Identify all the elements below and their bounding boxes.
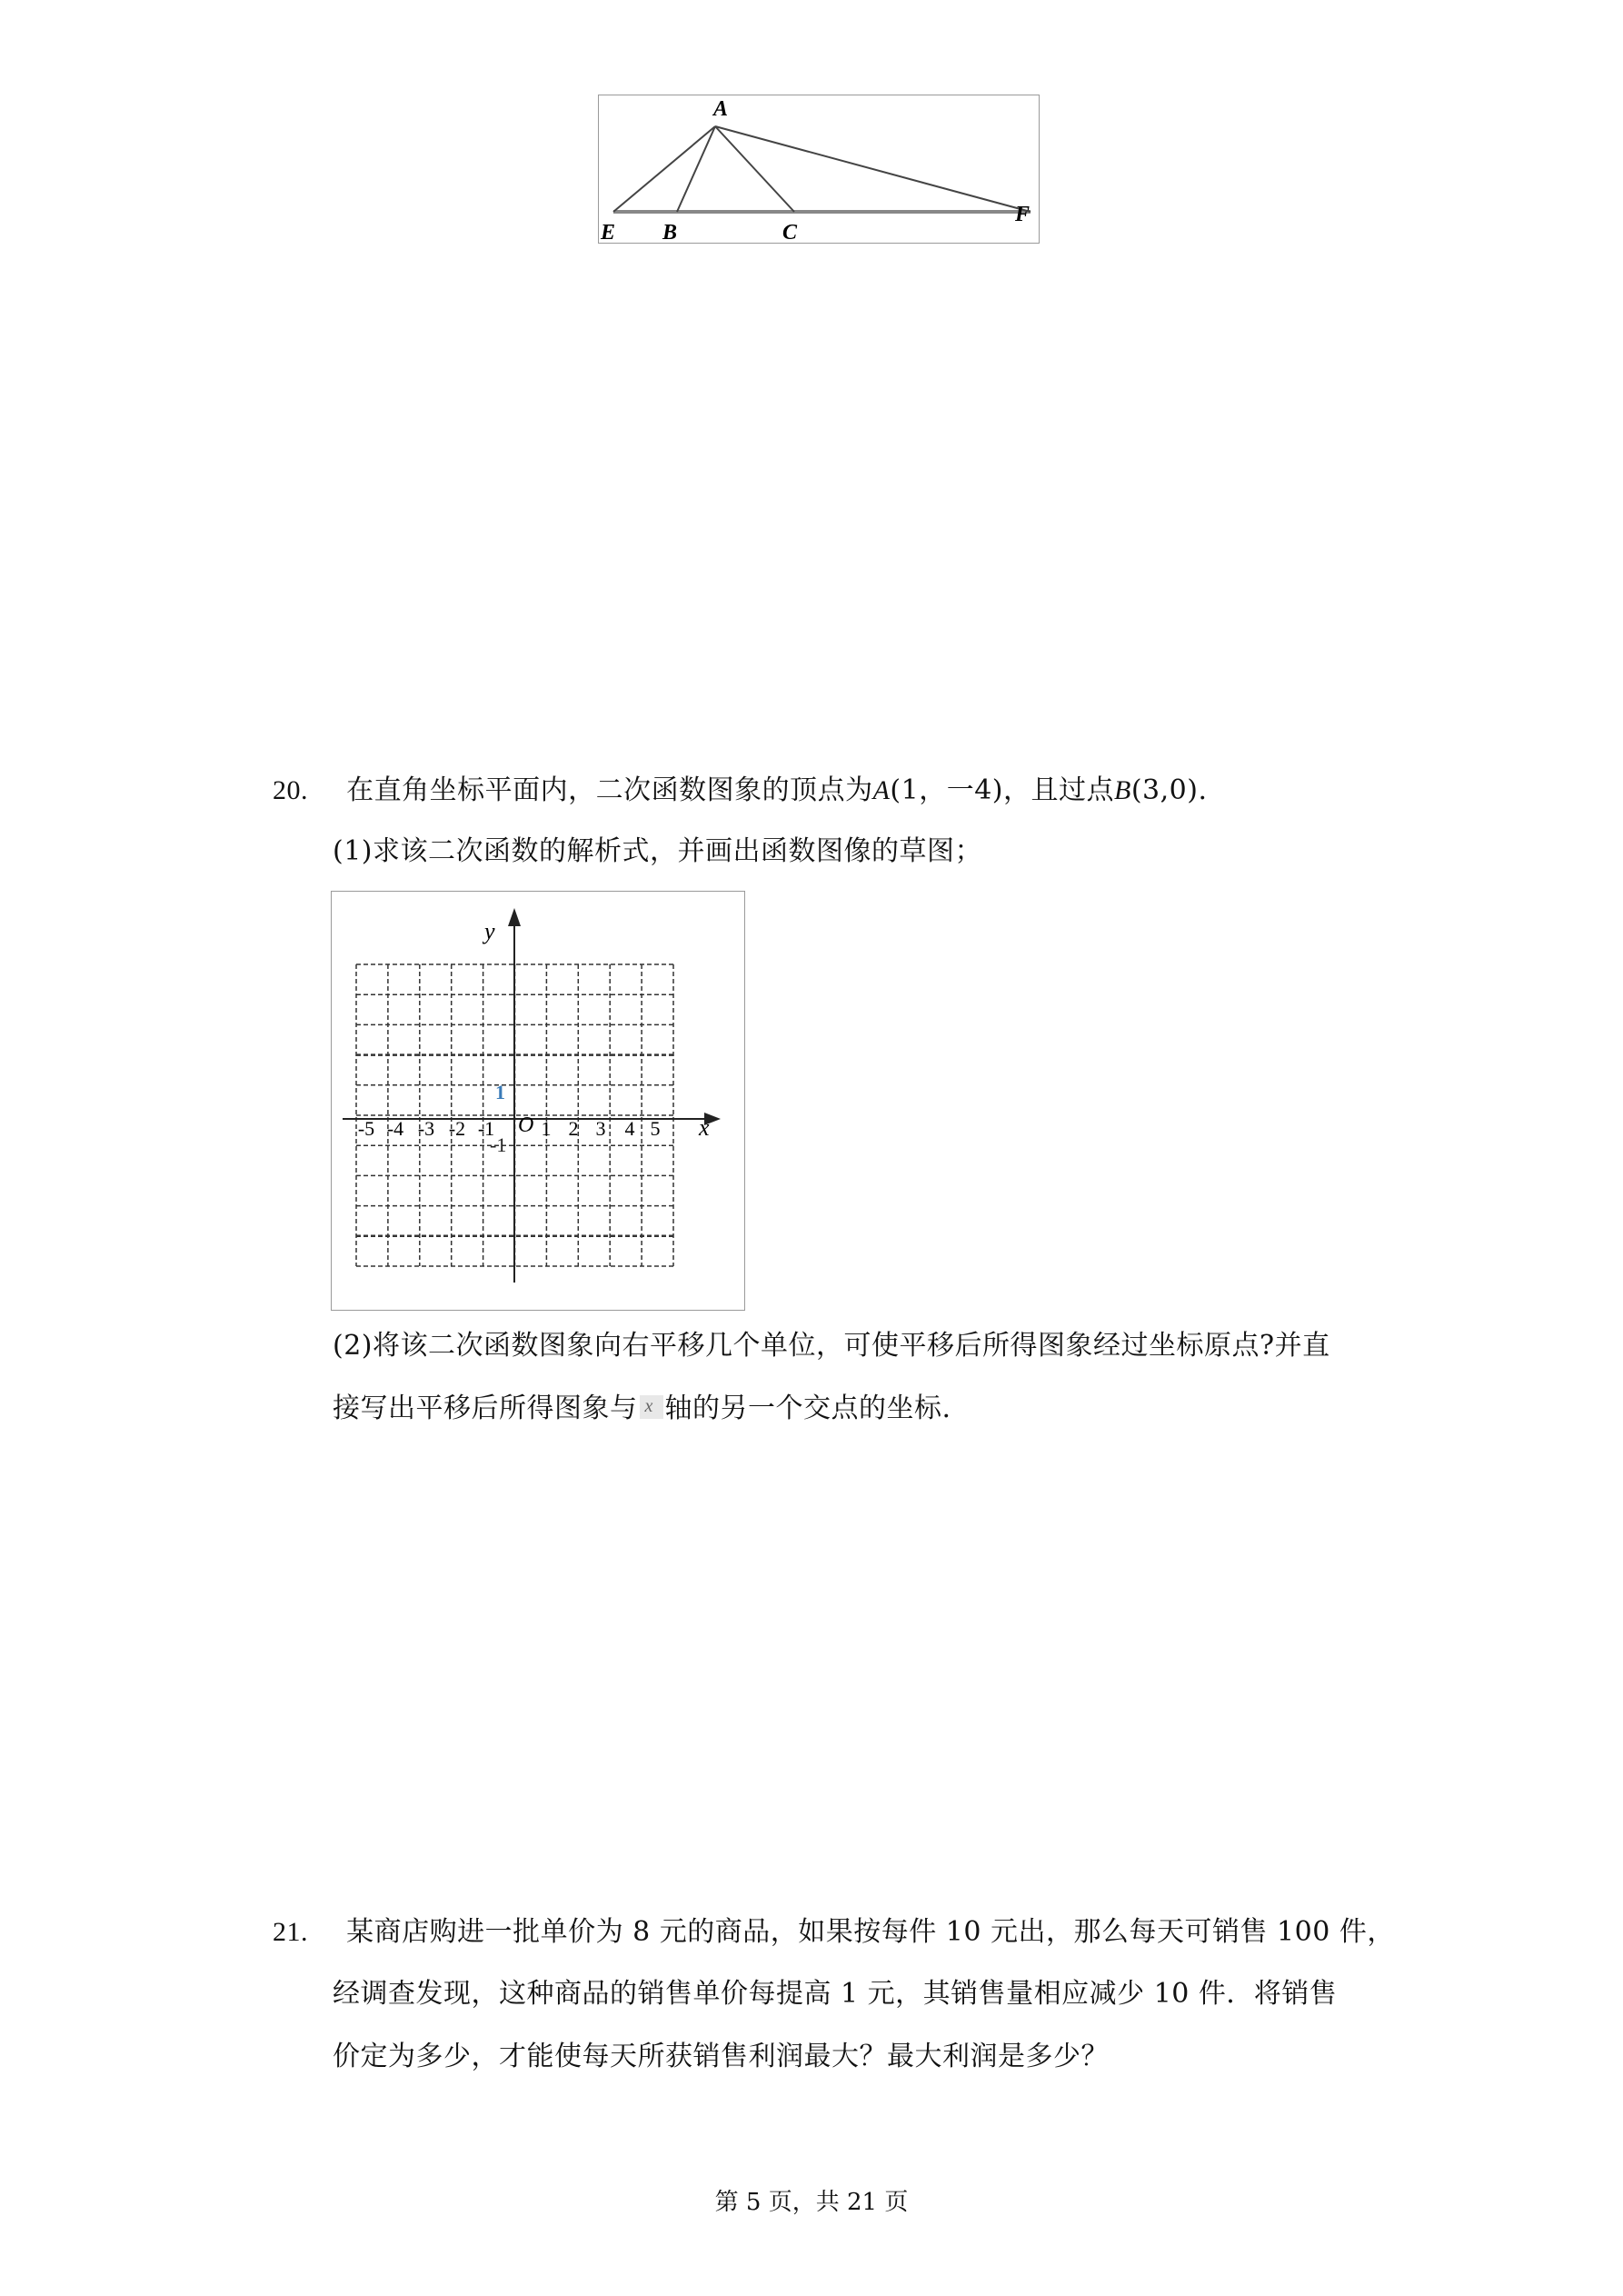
segment-ab (677, 126, 715, 212)
q21-line1 (273, 1914, 1395, 1951)
coordinate-grid (332, 892, 744, 1310)
q20-number: 20. (273, 775, 308, 805)
segment-ac (715, 126, 794, 212)
q20-part1: (1)求该二次函数的解析式，并画出函数图像的草图； (333, 835, 982, 867)
y-axis-arrow-icon (508, 908, 521, 926)
q20-stem (273, 773, 1208, 809)
x-tick-label: -2 (448, 1117, 466, 1140)
triangle-diagram (599, 95, 1039, 243)
label-a: A (713, 97, 729, 121)
q20-stem-pre: 在直角坐标平面内，二次函数图象的顶点为 (346, 774, 873, 806)
x-tick-label: -4 (386, 1117, 404, 1140)
q20-part2-line2-post: 轴的另一个交点的坐标. (664, 1393, 951, 1424)
q21-line3: 价定为多少，才能使每天所获销售利润最大？最大利润是多少？ (333, 2041, 1109, 2072)
q20-part2-line1: (2)将该二次函数图象向右平移几个单位，可使平移后所得图象经过坐标原点?并直 (333, 1330, 1330, 1362)
page-footer: 第 5 页，共 21 页 (714, 2189, 909, 2216)
origin-label: O (518, 1113, 534, 1137)
y-axis-label: y (484, 918, 495, 944)
x-tick-label: -1 (477, 1117, 495, 1140)
label-f: F (1015, 203, 1031, 226)
q20-coord-a: (1，一4) (890, 774, 1004, 806)
segment-af (715, 126, 1031, 212)
x-tick-label: -3 (417, 1117, 435, 1140)
x-tick-label: 1 (541, 1117, 552, 1140)
x-variable-image (640, 1395, 663, 1419)
q20-part2-line2-pre: 接写出平移后所得图象与 (333, 1393, 638, 1424)
q20-point-b: B (1114, 775, 1131, 805)
x-tick-labels (358, 1117, 661, 1140)
q21-line2: 经调查发现，这种商品的销售单价每提高 1 元，其销售量相应减少 10 件．将销售 (333, 1978, 1338, 2010)
q20-stem-mid: ，且过点 (1003, 774, 1115, 806)
x-tick-label: 3 (595, 1117, 606, 1140)
q20-stem-end: . (1198, 774, 1208, 806)
q20-point-a: A (872, 775, 891, 805)
segment-ae (613, 126, 715, 212)
label-c: C (782, 221, 798, 243)
q20-part2-line2 (333, 1391, 951, 1427)
q21-line1-text: 某商店购进一批单价为 8 元的商品，如果按每件 10 元出，那么每天可销售 100 件， (346, 1916, 1395, 1948)
x-tick-label: 5 (650, 1117, 661, 1140)
q20-coord-b: (3,0) (1130, 774, 1199, 806)
y-tick-minus-one: -1 (490, 1133, 507, 1156)
grid-figure (331, 891, 745, 1311)
x-axis-label: x (699, 1114, 710, 1141)
x-variable-text: x (644, 1396, 653, 1416)
y-tick-one: 1 (495, 1081, 505, 1103)
q21-number: 21. (273, 1917, 308, 1947)
x-tick-label: 4 (624, 1117, 635, 1140)
label-e: E (601, 221, 616, 243)
triangle-figure (598, 95, 1040, 244)
x-tick-label: -5 (357, 1117, 375, 1140)
label-b: B (662, 221, 678, 243)
x-tick-label: 2 (568, 1117, 579, 1140)
